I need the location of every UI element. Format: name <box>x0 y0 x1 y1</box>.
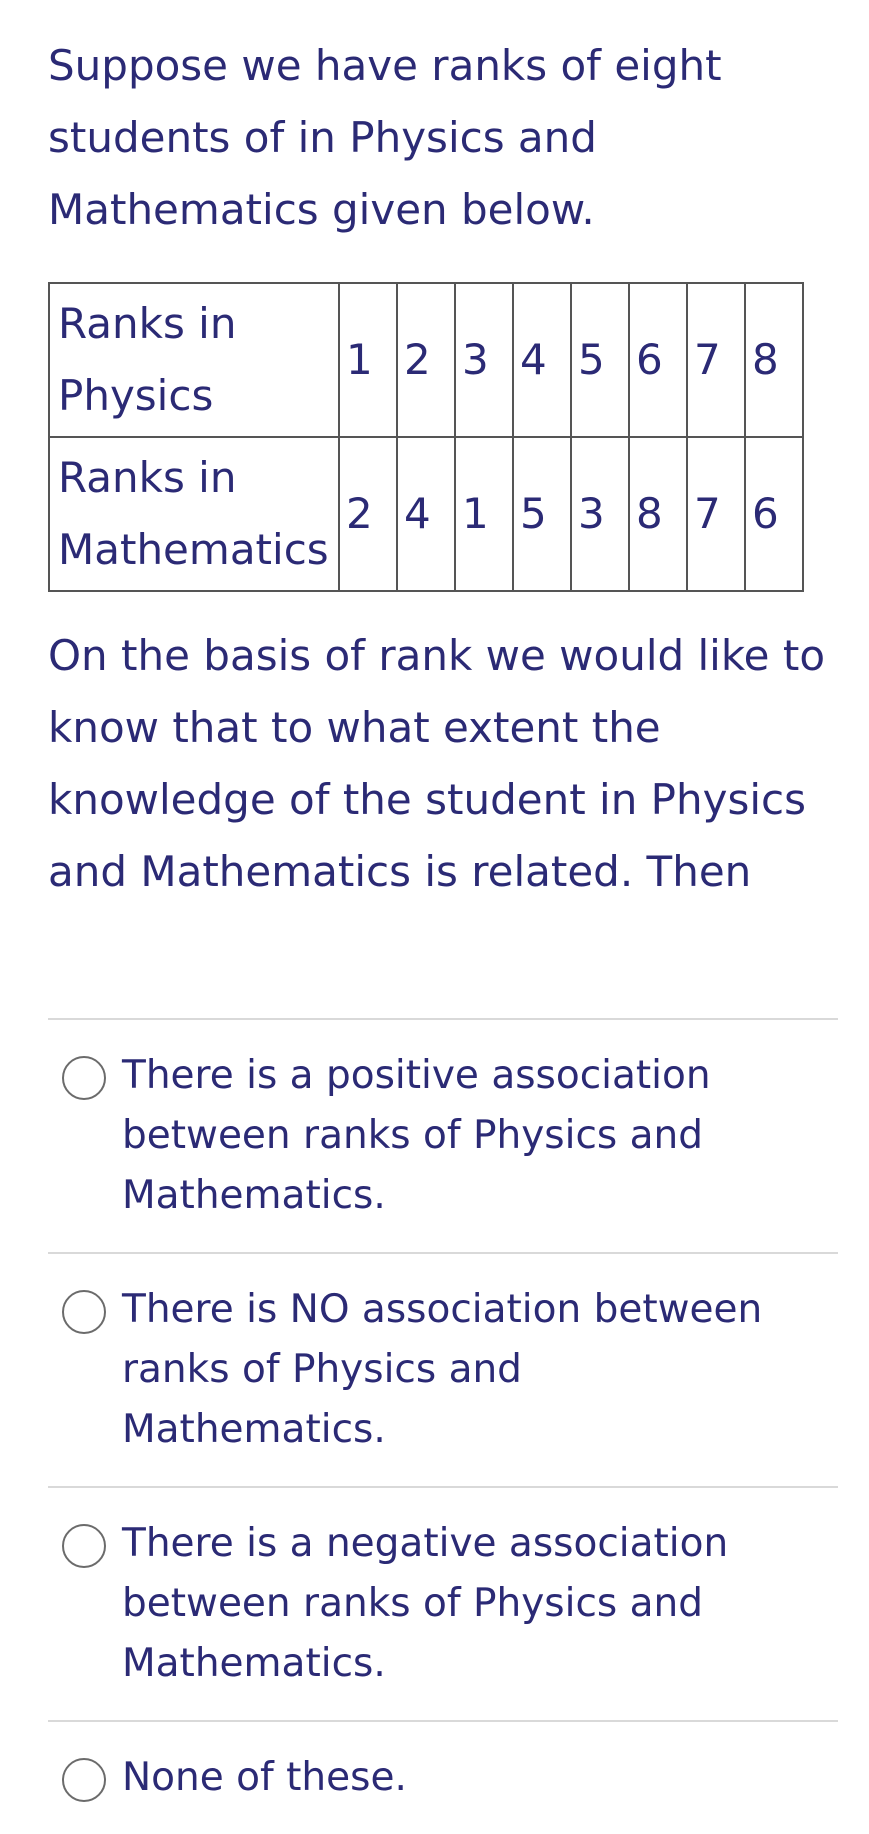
row-label-physics: Ranks in Physics <box>49 283 339 437</box>
table-cell: 3 <box>571 437 629 591</box>
option-none-of-these[interactable] <box>48 1720 838 1834</box>
table-cell: 6 <box>629 283 687 437</box>
table-cell: 8 <box>629 437 687 591</box>
radio-button[interactable] <box>62 1758 106 1802</box>
radio-button[interactable] <box>62 1056 106 1100</box>
table-cell: 4 <box>513 283 571 437</box>
table-cell: 8 <box>745 283 803 437</box>
radio-button[interactable] <box>62 1290 106 1334</box>
table-cell: 3 <box>455 283 513 437</box>
table-cell: 5 <box>571 283 629 437</box>
question-intro: Suppose we have ranks of eight students of in Physics and Mathematics given below. <box>48 41 722 234</box>
table-cell: 7 <box>687 283 745 437</box>
option-negative-association[interactable] <box>48 1486 838 1720</box>
table-row-mathematics <box>49 437 803 591</box>
row-label-mathematics: Ranks in Mathematics <box>49 437 339 591</box>
option-label: There is a negative association between ranks of Physics and Mathematics. <box>122 1521 729 1686</box>
table-cell: 2 <box>339 437 397 591</box>
option-label: There is a positive association between ranks of Physics and Mathematics. <box>122 1053 711 1218</box>
table-cell: 5 <box>513 437 571 591</box>
option-label: None of these. <box>122 1755 407 1800</box>
table-row-physics <box>49 283 803 437</box>
table-cell: 7 <box>687 437 745 591</box>
question-body: On the basis of rank we would like to know that to what extent the knowledge of the student in Physics and Mathematics is related. Then <box>48 631 826 896</box>
option-label: There is NO association between ranks of Physics and Mathematics. <box>122 1287 763 1452</box>
answer-options <box>48 1018 838 1834</box>
table-cell: 1 <box>455 437 513 591</box>
table-cell: 6 <box>745 437 803 591</box>
ranks-table <box>48 282 804 592</box>
table-cell: 4 <box>397 437 455 591</box>
option-positive-association[interactable] <box>48 1018 838 1252</box>
option-no-association[interactable] <box>48 1252 838 1486</box>
table-cell: 1 <box>339 283 397 437</box>
table-cell: 2 <box>397 283 455 437</box>
radio-button[interactable] <box>62 1524 106 1568</box>
